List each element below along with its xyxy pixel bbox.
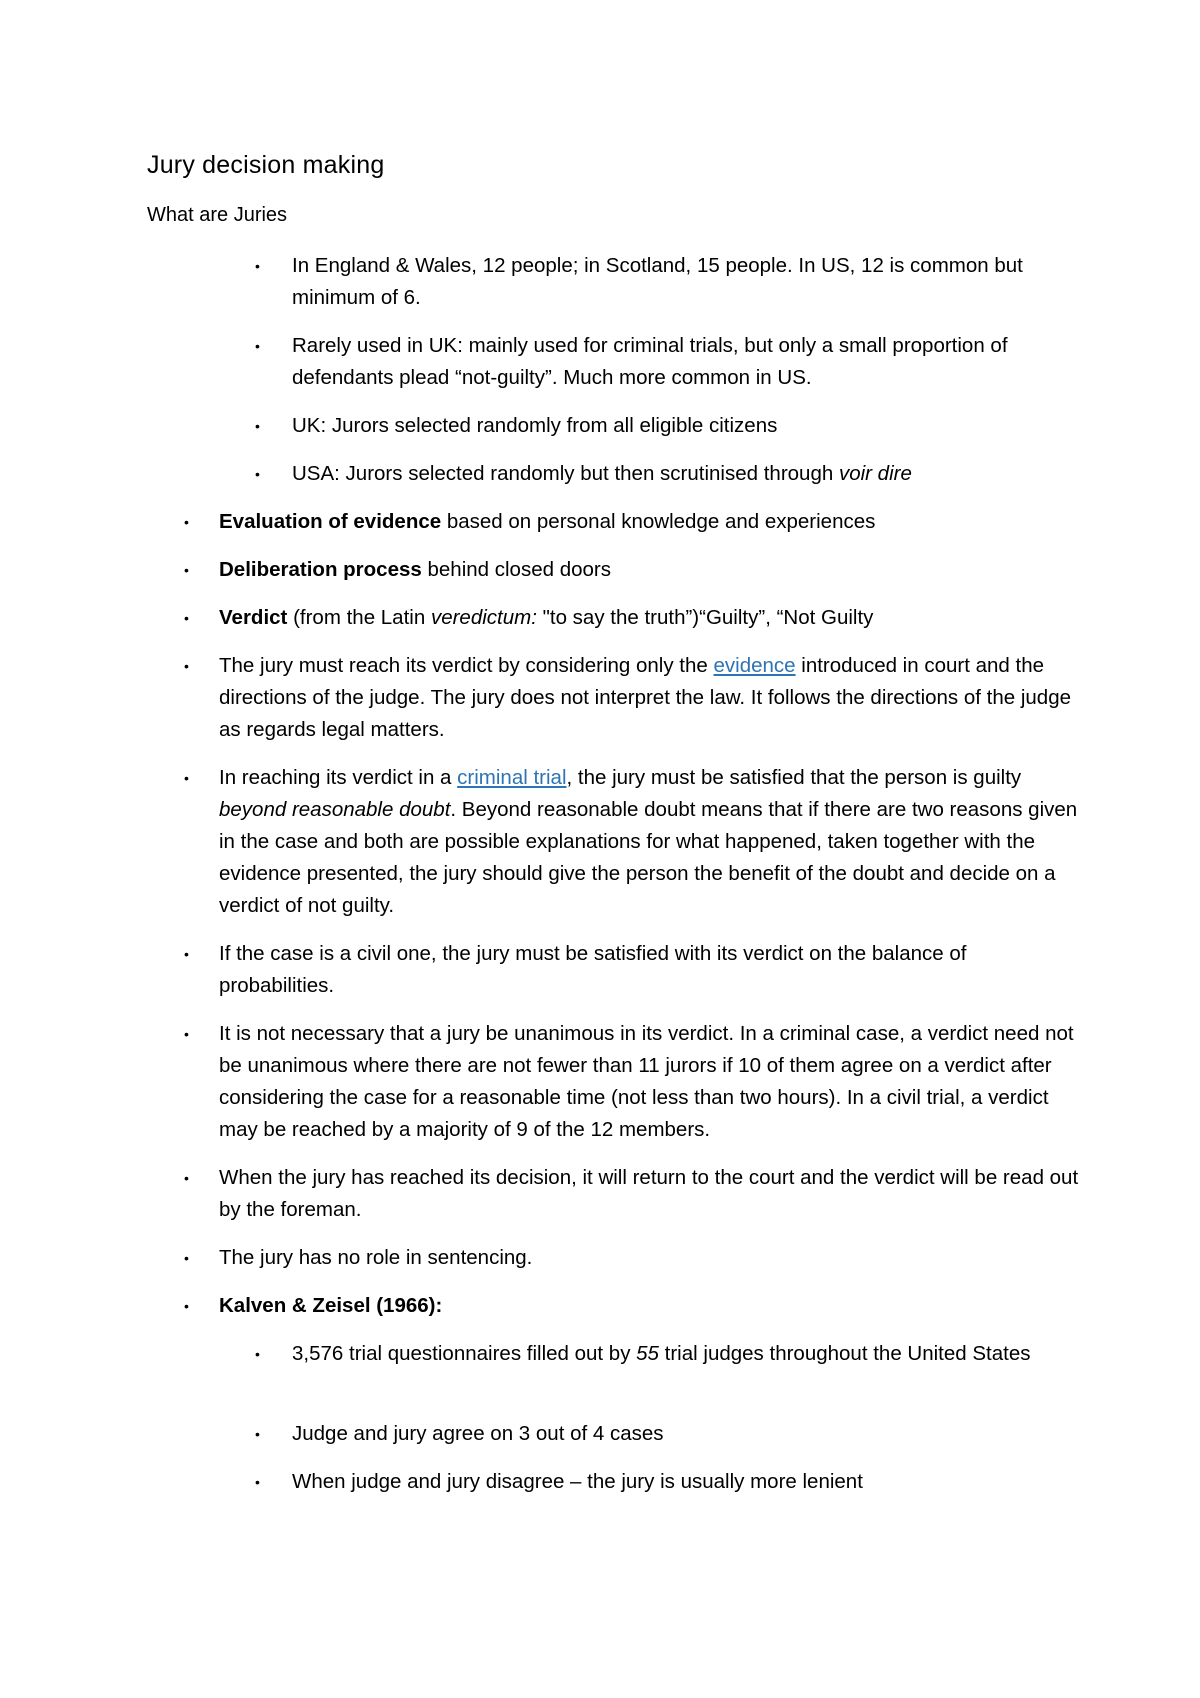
list-item-italic: 55 bbox=[636, 1342, 659, 1365]
list-item-text: (from the Latin bbox=[287, 606, 431, 629]
bullet: • bbox=[184, 1250, 189, 1266]
list-item-text: UK: Jurors selected randomly from all eligible citizens bbox=[292, 414, 778, 437]
list-item bbox=[184, 554, 1079, 586]
list-item-italic: beyond reasonable doubt bbox=[219, 798, 451, 821]
bullet: • bbox=[184, 514, 189, 530]
list-item-text: trial judges throughout the United States bbox=[658, 1342, 1031, 1365]
list-item-text: When the jury has reached its decision, it will return to the court and the verdict will be read out by the foreman. bbox=[219, 1166, 1079, 1221]
criminal-trial-link[interactable]: criminal trial bbox=[457, 766, 567, 789]
bullet: • bbox=[255, 1426, 260, 1442]
list-item-text: When judge and jury disagree – the jury is usually more lenient bbox=[292, 1470, 863, 1493]
list-item bbox=[255, 330, 1082, 394]
list-item-text: Rarely used in UK: mainly used for criminal trials, but only a small proportion of defendants plead “not-guilty”. Much more common in US. bbox=[292, 334, 1008, 389]
list-item bbox=[184, 1162, 1079, 1226]
list-item-bold: Verdict bbox=[219, 606, 288, 629]
bullet: • bbox=[184, 1170, 189, 1186]
list-item bbox=[255, 1338, 1082, 1370]
list-item-text: introduced in court and the directions of the judge. The jury does not interpret the law. It follows the directions of the judge as regards legal matters. bbox=[219, 654, 1072, 741]
list-item bbox=[184, 938, 1079, 1002]
list-item-bold: Evaluation of evidence bbox=[219, 510, 442, 533]
list-item bbox=[184, 1242, 1079, 1274]
list-item bbox=[255, 410, 1082, 442]
list-item-italic: voir dire bbox=[838, 462, 912, 485]
list-item-text: The jury must reach its verdict by considering only the bbox=[219, 654, 714, 677]
bullet: • bbox=[184, 1026, 189, 1042]
bullet: • bbox=[184, 1298, 189, 1314]
list-item bbox=[255, 1466, 1082, 1498]
bullet: • bbox=[255, 418, 260, 434]
list-item-text: In reaching its verdict in a bbox=[219, 766, 458, 789]
list-item-text: "to say the truth”)“Guilty”, “Not Guilty bbox=[536, 606, 874, 629]
bullet: • bbox=[184, 562, 189, 578]
list-item bbox=[184, 506, 1079, 538]
list-item-text: The jury has no role in sentencing. bbox=[219, 1246, 533, 1269]
list-item bbox=[184, 650, 1079, 746]
bullet: • bbox=[184, 946, 189, 962]
list-item-text: . Beyond reasonable doubt means that if there are two reasons given in the case and both are possible explanations for what happened, taken together with the evidence presented, the jury should give the person the benefit of the doubt and decide on a verdict of not guilty. bbox=[219, 798, 1078, 917]
bullet: • bbox=[184, 610, 189, 626]
list-item-text: If the case is a civil one, the jury must be satisfied with its verdict on the balance of probabilities. bbox=[219, 942, 967, 997]
list-item-text: based on personal knowledge and experiences bbox=[441, 510, 876, 533]
list-item bbox=[255, 458, 1082, 490]
bullet: • bbox=[255, 338, 260, 354]
bullet: • bbox=[255, 466, 260, 482]
list-item bbox=[184, 762, 1079, 922]
bullet: • bbox=[255, 1346, 260, 1362]
list-item bbox=[184, 602, 1079, 634]
document-title: Jury decision making bbox=[147, 151, 385, 179]
list-item-bold: Kalven & Zeisel (1966): bbox=[219, 1294, 443, 1317]
bullet: • bbox=[255, 1474, 260, 1490]
list-item-italic: veredictum: bbox=[430, 606, 537, 629]
list-item-text: , the jury must be satisfied that the person is guilty bbox=[566, 766, 1022, 789]
section-heading: What are Juries bbox=[147, 204, 288, 226]
bullet: • bbox=[184, 658, 189, 674]
bullet: • bbox=[184, 770, 189, 786]
list-item bbox=[184, 1290, 1079, 1322]
list-item-text: 3,576 trial questionnaires filled out by bbox=[292, 1342, 637, 1365]
list-item-text: USA: Jurors selected randomly but then scrutinised through bbox=[292, 462, 839, 485]
list-item-text: behind closed doors bbox=[421, 558, 611, 581]
bullet: • bbox=[255, 258, 260, 274]
list-item bbox=[255, 250, 1082, 314]
list-item-text: It is not necessary that a jury be unanimous in its verdict. In a criminal case, a verdict need not be unanimous where there are not fewer than 11 jurors if 10 of them agree on a verdict after considering the case for a reasonable time (not less than two hours). In a civil trial, a verdict may be reached by a majority of 9 of the 12 members. bbox=[219, 1022, 1074, 1141]
list-item-bold: Deliberation process bbox=[219, 558, 422, 581]
evidence-link[interactable]: evidence bbox=[713, 654, 796, 677]
list-item bbox=[255, 1418, 1082, 1450]
list-item-text: Judge and jury agree on 3 out of 4 cases bbox=[292, 1422, 664, 1445]
list-item-text: In England & Wales, 12 people; in Scotland, 15 people. In US, 12 is common but minimum of 6. bbox=[292, 254, 1023, 309]
list-item bbox=[184, 1018, 1079, 1146]
